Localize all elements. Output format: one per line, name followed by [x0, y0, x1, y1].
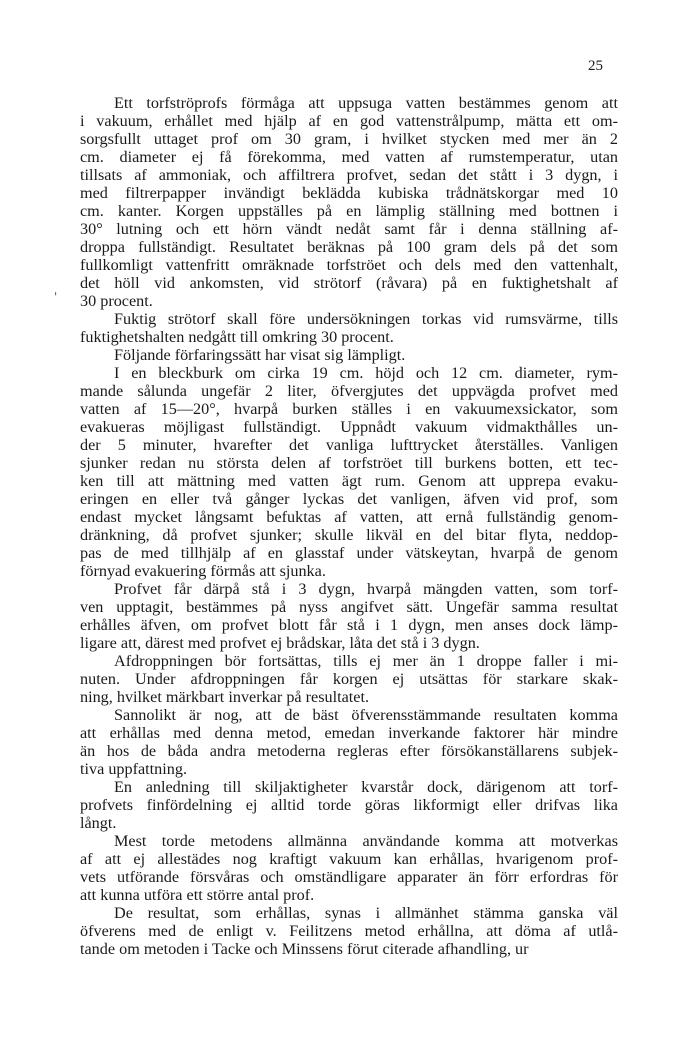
text-line: profvets finfördelning ej alltid torde göras likformigt eller drifvas lika — [80, 796, 618, 814]
text-line: En anledning till skiljaktigheter kvarstår dock, därigenom att torf- — [114, 778, 618, 796]
text-line: mande sålunda ungefär 2 liter, öfvergjutes det uppvägda profvet med — [80, 382, 618, 400]
text-line: dränkning, då profvet sjunker; skulle likväl en del bitar flyta, neddop- — [80, 526, 618, 544]
text-line: förnyad evakuering förmås att sjunka. — [80, 562, 326, 580]
text-line: De resultat, som erhållas, synas i allmänhet stämma ganska väl — [114, 904, 618, 922]
text-line: I en bleckburk om cirka 19 cm. höjd och 12 cm. diameter, rym- — [114, 364, 618, 382]
paragraph — [80, 346, 618, 364]
text-line: cm. kanter. Korgen uppställes på en lämplig ställning med bottnen i — [80, 202, 618, 220]
text-line: 30 procent. — [80, 292, 153, 310]
text-line: att erhållas med denna metod, emedan inverkande faktorer här mindre — [80, 724, 618, 742]
text-line: der 5 minuter, hvarefter det vanliga lufttrycket återställes. Vanligen — [80, 436, 618, 454]
text-line: af att ej allestädes nog kraftigt vakuum kan erhållas, hvarigenom prof- — [80, 850, 618, 868]
text-line: tande om metoden i Tacke och Minssens förut citerade afhandling, ur — [80, 940, 529, 958]
text-line: cm. diameter ej få förekomma, med vatten af rumstemperatur, utan — [80, 148, 618, 166]
page-body — [80, 94, 618, 958]
paragraph — [80, 904, 618, 958]
text-line: 30° lutning och ett hörn vändt nedåt samt får i denna ställning af- — [80, 220, 618, 238]
text-line: eringen en eller två gånger lyckas det vanligen, äfven vid prof, som — [80, 490, 618, 508]
text-line: fullkomligt vattenfritt omräknade torfströet och dels med den vattenhalt, — [80, 256, 618, 274]
paragraph — [80, 94, 618, 310]
text-line: än hos de båda andra metoderna regleras efter försökanställarens subjek- — [80, 742, 618, 760]
text-line: Profvet får därpå stå i 3 dygn, hvarpå mängden vatten, som torf- — [114, 580, 618, 598]
paragraph — [80, 832, 618, 904]
text-line: ven upptagit, bestämmes på nyss angifvet sätt. Ungefär samma resultat — [80, 598, 618, 616]
text-line: erhålles äfven, om profvet blott får stå i 1 dygn, men anses dock lämp- — [80, 616, 618, 634]
paragraph — [80, 364, 618, 580]
text-line: evakueras möjligast fullständigt. Uppnådt vakuum vidmakthålles un- — [80, 418, 618, 436]
text-line: Följande förfaringssätt har visat sig lämpligt. — [114, 346, 406, 364]
text-line: Ett torfströprofs förmåga att uppsuga vatten bestämmes genom att — [114, 94, 618, 112]
text-line: Fuktig strötorf skall före undersökningen torkas vid rumsvärme, tills — [114, 310, 618, 328]
text-line: i vakuum, erhållet med hjälp af en god vattenstrålpump, mätta ett om- — [80, 112, 618, 130]
text-line: det höll vid ankomsten, vid strötorf (råvara) på en fuktighetshalt af — [80, 274, 618, 292]
text-line: vets utförande försvåras och omständligare apparater än förr erfordras för — [80, 868, 618, 886]
text-line: Mest torde metodens allmänna användande komma att motverkas — [114, 832, 618, 850]
paragraph — [80, 310, 618, 346]
text-line: Sannolikt är nog, att de bäst öfverensstämmande resultaten komma — [114, 706, 618, 724]
text-line: att kunna utföra ett större antal prof. — [80, 886, 315, 904]
text-line: fuktighetshalten nedgått till omkring 30 procent. — [80, 328, 394, 346]
text-line: nuten. Under afdroppningen får korgen ej utsättas för starkare skak- — [80, 670, 618, 688]
scan-speck: ' — [54, 290, 58, 304]
text-line: endast mycket långsamt befuktas af vatten, att ernå fullständig genom- — [80, 508, 618, 526]
text-line: ligare att, därest med profvet ej brådskar, låta det stå i 3 dygn. — [80, 634, 480, 652]
text-line: ken till att mättning med vatten ägt rum. Genom att upprepa evaku- — [80, 472, 618, 490]
text-line: sorgsfullt uttaget prof om 30 gram, i hvilket stycken med mer än 2 — [80, 130, 618, 148]
paragraph — [80, 778, 618, 832]
text-line: med filtrerpapper invändigt beklädda kubiska trådnätskorgar med 10 — [80, 184, 618, 202]
text-line: vatten af 15—20°, hvarpå burken ställes i en vakuumexsickator, som — [80, 400, 618, 418]
text-line: öfverens med de enligt v. Feilitzens metod erhållna, att döma af utlå- — [80, 922, 618, 940]
text-line: långt. — [80, 814, 117, 832]
paragraph — [80, 580, 618, 652]
text-line: sjunker redan nu största delen af torfströet till burkens botten, ett tec- — [80, 454, 618, 472]
text-line: tillsats af ammoniak, och affiltrera profvet, sedan det stått i 3 dygn, i — [80, 166, 618, 184]
text-line: droppa fullständigt. Resultatet beräknas på 100 gram dels på det som — [80, 238, 618, 256]
text-line: ning, hvilket märkbart inverkar på resultatet. — [80, 688, 370, 706]
text-line: pas de med tillhjälp af en glasstaf under vätskeytan, hvarpå de genom — [80, 544, 618, 562]
page-number: 25 — [588, 58, 603, 74]
text-line: Afdroppningen bör fortsättas, tills ej mer än 1 droppe faller i mi- — [114, 652, 618, 670]
text-line: tiva uppfattning. — [80, 760, 187, 778]
paragraph — [80, 652, 618, 706]
paragraph — [80, 706, 618, 778]
